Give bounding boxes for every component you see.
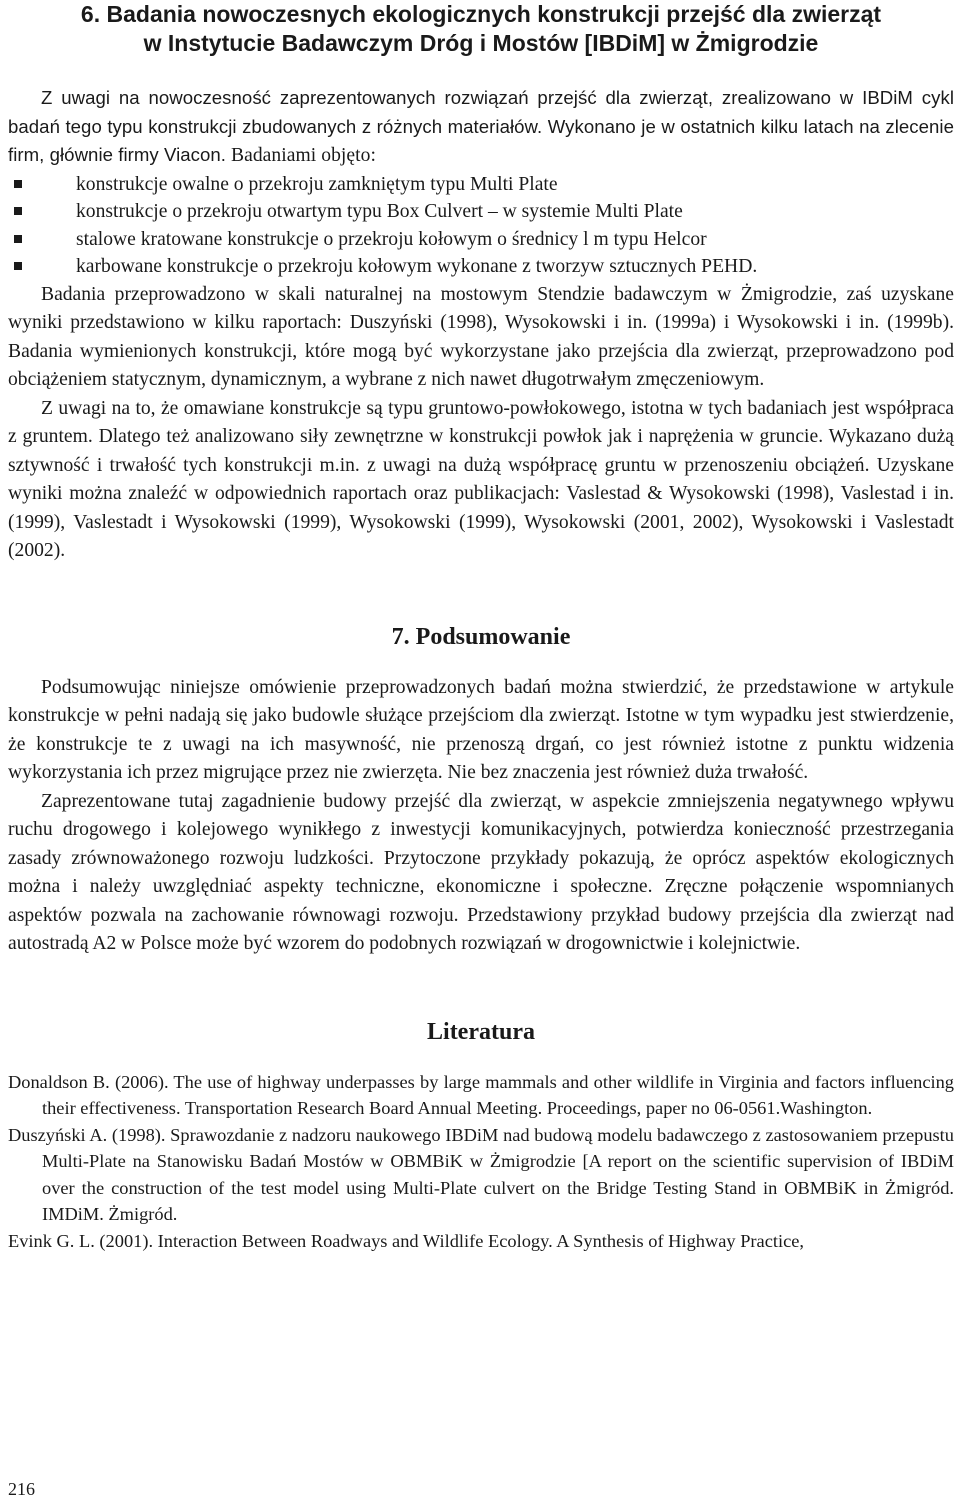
square-bullet-icon [14,235,22,243]
square-bullet-icon [14,180,22,188]
list-item-text: konstrukcje owalne o przekroju zamkniętym typu Multi Plate [76,173,558,195]
section-6-paragraph-2: Z uwagi na to, że omawiane konstrukcje są typu gruntowo-powłokowego, istotna w tych badaniach jest współpraca z gruntem. Dlatego też analizowano siły zewnętrzne w konstrukcji powłok jak i naprężenia w gruncie. Wykazano dużą sztywność i trwałość tych konstrukcji m.in. z uwagi na dużą współpracę gruntu w przenoszeniu obciążeń. Uzyskane wyniki można znaleźć w odpowiednich raportach oraz publikacjach: Vaslestad & Wysokowski (1998), Vaslestad i in. (1999), Vaslestadt i Wysokowski (1999), Wysokowski (1999), Wysokowski (2001, 2002), Wysokowski i Vaslestadt (2002). [8,397,954,561]
section-7-heading: 7. Podsumowanie [391,623,571,650]
reference-item: Donaldson B. (2006). The use of highway underpasses by large mammals and other wildlife in Virginia and factors influencing their effectiveness. Transportation Research Board Annual Meeting. Proceedings, paper no 06-0561.Washington. [8,1071,954,1118]
literature-heading: Literatura [427,1018,535,1045]
reference-item: Evink G. L. (2001). Interaction Between Roadways and Wildlife Ecology. A Synthesis of Highway Practice, [8,1230,805,1251]
list-item [8,198,954,226]
tested-constructions-list [8,171,954,281]
section-6-intro-paragraph [8,84,954,171]
section-7-paragraph-2: Zaprezentowane tutaj zagadnienie budowy przejść dla zwierząt, w aspekcie zmniejszenia negatywnego wpływu ruchu drogowego i kolejowego wynikłego z inwestycji komunikacyjnych, potwierdza konieczność przestrzegania zasady zrównoważonego rozwoju ludzkości. Przytoczone przykłady pokazują, że oprócz aspektów ekologicznych można i należy uwzględniać aspekty techniczne, ekonomiczne i społeczne. Zręczne połączenie wspomnianych aspektów pozwala na zachowanie równowagi rozwoju. Przedstawiony przykład budowy przejścia dla zwierząt nad autostradą A2 w Polsce może być wzorem do podobnych rozwiązań w drogownictwie i kolejnictwie. [8,790,954,954]
section-6-paragraph-1: Badania przeprowadzono w skali naturalnej na mostowym Stendzie badawczym w Żmigrodzie, zaś uzyskane wyniki przedstawiono w kilku raportach: Duszyński (1998), Wysokowski i in. (1999a) i Wysokowski i in. (1999b). Badania wymienionych konstrukcji, które mogą być wykorzystane jako przejścia dla zwierząt, przeprowadzono pod obciążeniem statycznym, dynamicznym, a wybrane z nich nawet długotrwałym zmęczeniowym. [8,283,954,390]
list-item-text: karbowane konstrukcje o przekroju kołowym wykonane z tworzyw sztucznych PEHD. [76,256,758,277]
square-bullet-icon [14,262,22,270]
list-item [8,171,954,199]
section-7-paragraph-1: Podsumowując niniejsze omówienie przeprowadzonych badań można stwierdzić, że przedstawione w artykule konstrukcje w pełni nadają się jako budowle służące przejściom dla zwierząt. Istotne w tym wypadku jest stwierdzenie, że konstrukcje te z uwagi na ich masywność, nie przenoszą drgań, co jest również istotne z punktu widzenia wykorzystania ich przez migrujące przez nie zwierzęta. Nie bez znaczenia jest również duża trwałość. [8,676,954,783]
list-item [8,226,954,254]
list-item-text: konstrukcje o przekroju otwartym typu Box Culvert – w systemie Multi Plate [76,201,683,222]
page-number: 216 [8,1479,35,1499]
section-6-heading-line-1: 6. Badania nowoczesnych ekologicznych konstrukcji przejść dla zwierząt [80,1,882,27]
list-item [8,253,954,281]
document-page [8,0,954,1254]
reference-item: Duszyński A. (1998). Sprawozdanie z nadzoru naukowego IBDiM nad budową modelu badawczego z zastosowaniem przepustu Multi-Plate na Stanowisku Badań Mostów w OBMBiK w Żmigrodzie [A report on the scientific supervision of IBDiM over the construction of the test model using Multi-Plate culvert on the Bridge Testing Stand in OBMBiK in Żmigród. IMDiM. Żmigród. [8,1124,954,1224]
list-item-text: stalowe kratowane konstrukcje o przekroju kołowym o średnicy l m typu Helcor [76,228,707,250]
section-6-heading-line-2: w Instytucie Badawczym Dróg i Mostów [IBDiM] w Żmigrodzie [143,30,819,56]
section-6-intro-text: Z uwagi na nowoczesność zaprezentowanych rozwiązań przejść dla zwierząt, zrealizowano w IBDiM cykl badań tego typu konstrukcji zbudowanych z różnych materiałów. Wykonano je w ostatnich kilku latach na zlecenie firm, głównie firmy Viacon. [8,87,954,165]
section-6-heading [8,0,954,58]
reference-list [8,1069,954,1255]
square-bullet-icon [14,207,22,215]
section-6-intro-tail: Badaniami objęto: [226,145,377,166]
